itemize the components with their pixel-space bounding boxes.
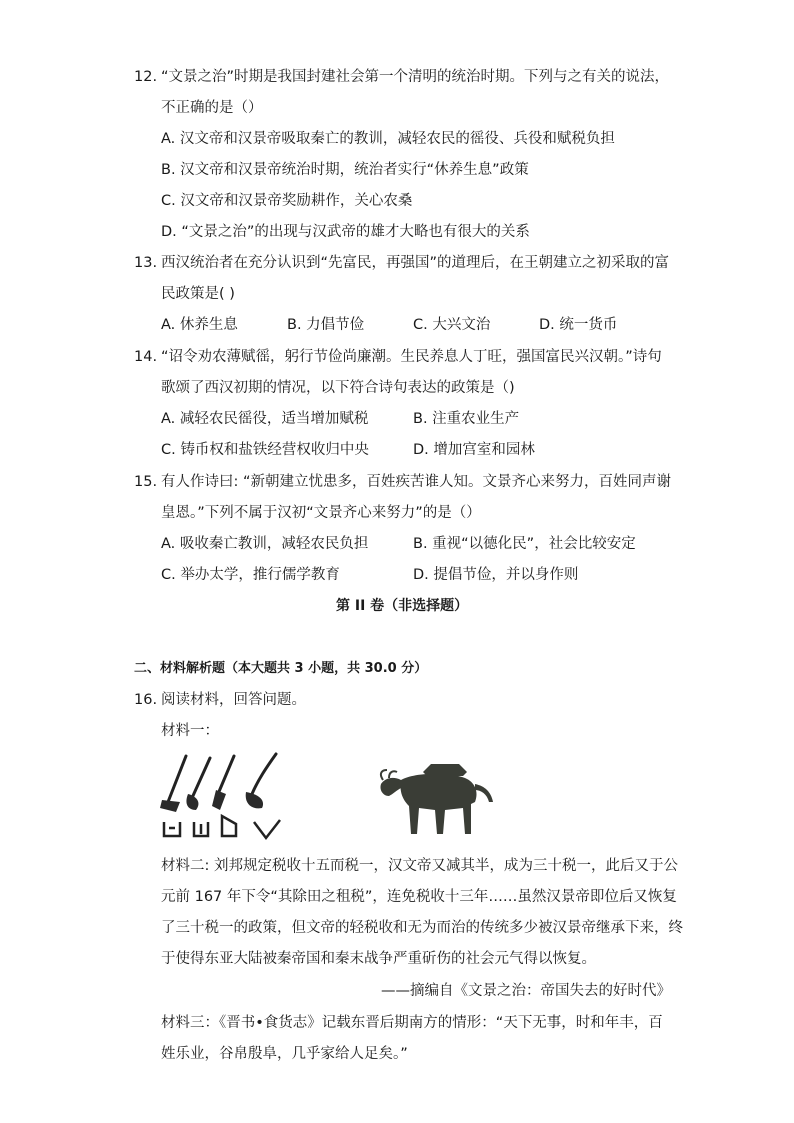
q13-stem-line2: 民政策是( ) [161,286,235,302]
q14-stem-line2: 歌颂了西汉初期的情况，以下符合诗句表达的政策是（) [161,380,515,396]
q16-stem: 阅读材料，回答问题。 [161,692,306,708]
q13-stem-line1: 西汉统治者在充分认识到“先富民，再强国”的道理后，在王朝建立之初采取的富 [161,255,670,271]
q15-number: 15. [134,474,158,490]
q15-option-a: A. 吸收秦亡教训，减轻农民负担 [161,536,369,552]
q15-option-d: D. 提倡节俭，并以身作则 [413,567,579,583]
material2-line3: 了三十税一的政策，但文帝的轻税收和无为而治的传统多少被汉景帝继承下来，终 [161,920,683,936]
q12-option-b: B. 汉文帝和汉景帝统治时期，统治者实行“休养生息”政策 [161,162,529,178]
q15-option-b: B. 重视“以德化民”，社会比较安定 [413,536,636,552]
part2-title: 二、材料解析题（本大题共 3 小题，共 30.0 分） [134,661,428,676]
material1-label: 材料一： [161,723,219,739]
material2-line1: 材料二: 刘邦规定税收十五而税一，汉文帝又减其半，成为三十税一，此后又于公 [161,858,678,874]
q14-option-a: A. 减轻农民徭役，适当增加赋税 [161,411,369,427]
q16-number: 16. [134,692,158,708]
volume2-title: 第 II 卷（非选择题） [336,598,469,614]
bronze-ox-illustration [375,762,499,840]
q13-option-b: B. 力倡节俭 [287,317,365,333]
q13-option-d: D. 统一货币 [539,317,618,333]
q14-option-c: C. 铸币权和盐铁经营权收归中央 [161,442,369,458]
q14-option-b: B. 注重农业生产 [413,411,520,427]
q15-stem-line1: 有人作诗曰: “新朝建立忧患多，百姓疾苦谁人知。文景齐心来努力，百姓同声谢 [161,474,672,490]
material2-line2: 元前 167 年下令“其除田之租税”，连免税收十三年……虽然汉景帝即位后又恢复 [161,889,677,905]
q14-number: 14. [134,349,158,365]
material2-source: ——摘编自《文景之治：帝国失去的好时代》 [381,983,671,999]
farming-tools-illustration [158,750,288,842]
q15-option-c: C. 举办太学，推行儒学教育 [161,567,340,583]
q14-option-d: D. 增加宫室和园林 [413,442,535,458]
q13-number: 13. [134,255,158,271]
q13-option-a: A. 休养生息 [161,317,238,333]
q12-stem-line2: 不正确的是（） [161,100,263,116]
q12-option-d: D. “文景之治”的出现与汉武帝的雄才大略也有很大的关系 [161,224,530,240]
q12-option-c: C. 汉文帝和汉景帝奖励耕作，关心农桑 [161,193,413,209]
material3-line2: 姓乐业，谷帛殷阜，几乎家给人足矣。” [161,1046,408,1062]
q14-stem-line1: “诏令劝农薄赋徭，躬行节俭尚廉潮。生民养息人丁旺，强国富民兴汉朝。”诗句 [161,349,662,365]
material2-line4: 于使得东亚大陆被秦帝国和秦末战争严重斫伤的社会元气得以恢复。 [161,951,596,967]
q12-number: 12. [134,69,158,85]
q13-option-c: C. 大兴文治 [413,317,491,333]
material3-line1: 材料三：《晋书•食货志》记载东晋后期南方的情形：“天下无事，时和年丰，百 [161,1015,663,1031]
q12-option-a: A. 汉文帝和汉景帝吸取秦亡的教训，减轻农民的徭役、兵役和赋税负担 [161,131,615,147]
q15-stem-line2: 皇恩。”下列不属于汉初“文景齐心来努力”的是（） [161,505,481,521]
q12-stem-line1: “文景之治”时期是我国封建社会第一个清明的统治时期。下列与之有关的说法， [161,69,670,85]
